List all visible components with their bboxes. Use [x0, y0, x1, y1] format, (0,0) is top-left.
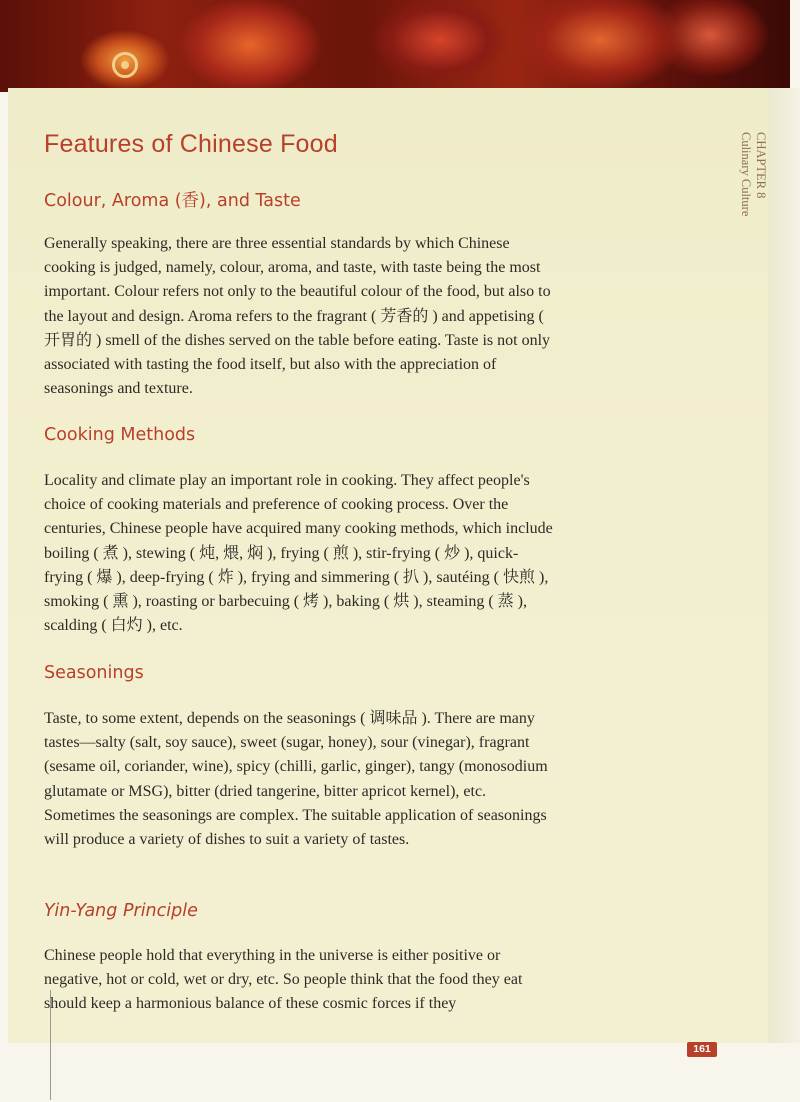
- chapter-tab: [732, 132, 768, 232]
- chapter-title: Culinary Culture: [739, 132, 753, 217]
- page-number-badge: 161: [687, 1042, 717, 1057]
- section-body-colour-aroma-taste: Generally speaking, there are three essential standards by which Chinese cooking is judged, namely, colour, aroma, and taste, with taste being the most important. Colour refers not only to the beautiful colour of the food, but also to the layout and design. Aroma refers to the fragrant ( 芳香的 ) and appetising ( 开胃的 ) smell of the dishes served on the table before eating. Taste is not only associated with tasting the food itself, but also with the appreciation of seasonings and texture.: [44, 235, 551, 398]
- lantern-ornament-icon: [112, 52, 138, 78]
- page-edge: [768, 88, 800, 1043]
- section-body-cooking-methods: Locality and climate play an important role in cooking. They affect people's choice of cooking materials and preference of cooking process. Over the centuries, Chinese people have acquired many cooking methods, which include boiling ( 煮 ), stewing ( 炖, 煨, 焖 ), frying ( 煎 ), stir-frying ( 炒 ), quick-frying ( 爆 ), deep-frying ( 炸 ), frying and simmering ( 扒 ), sautéing ( 快煎 ), smoking ( 熏 ), roasting or barbecuing ( 烤 ), baking ( 烘 ), steaming ( 蒸 ), scalding ( 白灼 ), etc.: [44, 472, 553, 635]
- page-title: Features of Chinese Food: [44, 130, 338, 158]
- section-body-yin-yang: Chinese people hold that everything in the universe is either positive or negative, hot or cold, wet or dry, etc. So people think that the food they eat should keep a harmonious balance of these cosmic forces if they: [44, 947, 523, 1013]
- section-body-seasonings: Taste, to some extent, depends on the seasonings ( 调味品 ). There are many tastes—salty (salt, soy sauce), sweet (sugar, honey), sour (vinegar), fragrant (sesame oil, coriander, wine), spicy (chilli, garlic, ginger), tangy (monosodium glutamate or MSG), bitter (dried tangerine, bitter apricot kernel), etc. Sometimes the seasonings are complex. The suitable application of seasonings will produce a variety of dishes to suit a variety of tastes.: [44, 710, 548, 849]
- section-heading-yin-yang: Yin-Yang Principle: [44, 901, 198, 921]
- section-heading-seasonings: Seasonings: [44, 663, 144, 683]
- chapter-number: CHAPTER 8: [754, 132, 768, 199]
- lantern-banner-image: [0, 0, 790, 92]
- section-heading-cooking-methods: Cooking Methods: [44, 425, 196, 445]
- section-heading-colour-aroma-taste: Colour, Aroma (香), and Taste: [44, 191, 301, 211]
